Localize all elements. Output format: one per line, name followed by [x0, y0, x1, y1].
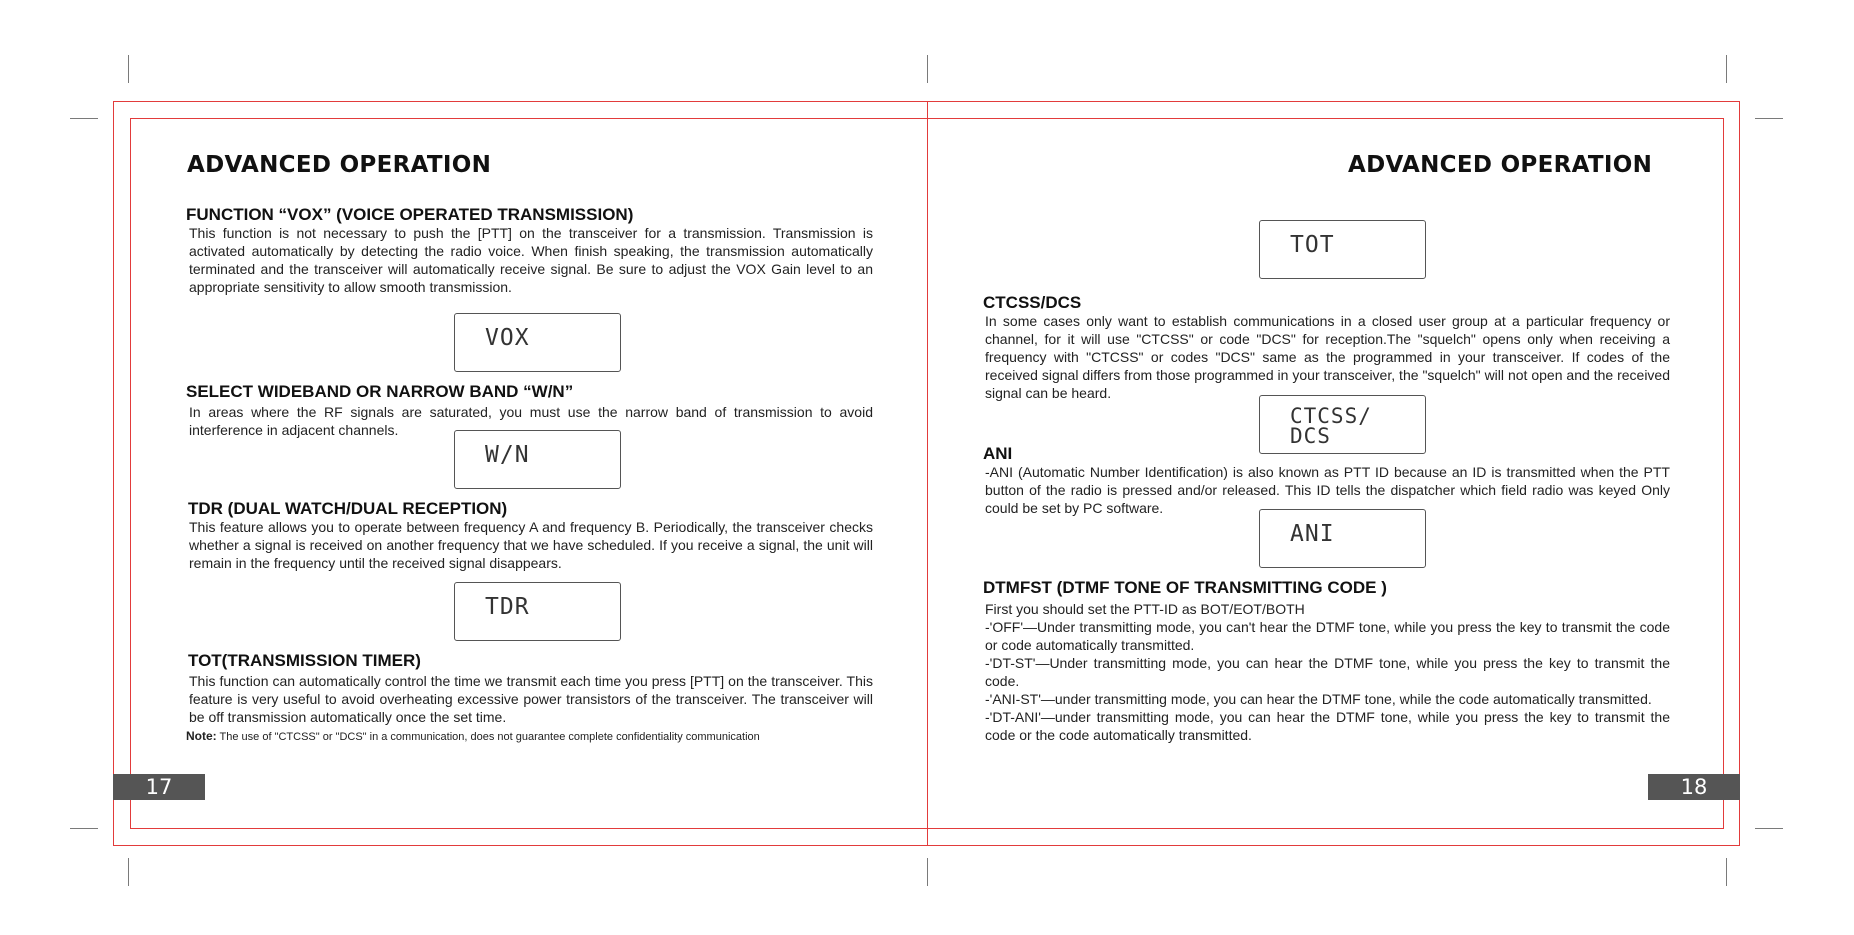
- wn-heading: SELECT WIDEBAND OR NARROW BAND “W/N”: [186, 382, 574, 401]
- left-page-number: 17: [113, 774, 205, 800]
- vox-display: VOX: [454, 313, 621, 372]
- vox-heading: FUNCTION “VOX” (VOICE OPERATED TRANSMISSION): [186, 205, 634, 224]
- ani-heading: ANI: [983, 444, 1013, 463]
- crop-mark-bottom-right: [1726, 858, 1727, 886]
- crop-mark-left-bottom: [70, 828, 98, 829]
- crop-mark-top-right: [1726, 55, 1727, 83]
- left-page-title: ADVANCED OPERATION: [187, 152, 492, 178]
- crop-mark-right-top: [1755, 118, 1783, 119]
- dtmfst-list: [985, 600, 1670, 744]
- ani-text: -ANI (Automatic Number Identification) is also known as PTT ID because an ID is transmitted when the PTT button of the radio is pressed and/or released. This ID tells the dispatcher which field radio was keyed Only could be set by PC software.: [985, 464, 1670, 516]
- note-label: Note:: [186, 729, 217, 743]
- ctcss-display: [1259, 395, 1426, 454]
- right-page-title: ADVANCED OPERATION: [1348, 152, 1653, 178]
- tdr-display: TDR: [454, 582, 621, 641]
- wn-display: W/N: [454, 430, 621, 489]
- tot-display: TOT: [1259, 220, 1426, 279]
- ctcss-display-line1: CTCSS/: [1290, 404, 1372, 428]
- dtmfst-item-off: -'OFF'—Under transmitting mode, you can't hear the DTMF tone, while you press the key to transmit the code or code automatically transmitted.: [985, 619, 1670, 653]
- tot-text: This function can automatically control the time we transmit each time you press [PTT] on the transceiver. This feature is very useful to avoid overheating excessive power transistors of the transceiver. The transceiver will be off transmission automatically once the set time.: [189, 673, 873, 725]
- vox-text: This function is not necessary to push the [PTT] on the transceiver for a transmission. Transmission is activated automatically by detecting the radio voice. When finish speaking, the transmission automatically terminated and the transceiver will automatically receive signal. Be sure to adjust the VOX Gain level to an appropriate sensitivity to allow smooth transmission.: [189, 225, 873, 295]
- dtmfst-heading: DTMFST (DTMF TONE OF TRANSMITTING CODE ): [983, 578, 1387, 597]
- crop-mark-top-center: [927, 55, 928, 83]
- crop-mark-bottom-center: [927, 858, 928, 886]
- right-page-number: 18: [1648, 774, 1740, 800]
- crop-mark-top-left: [128, 55, 129, 83]
- ctcss-text: In some cases only want to establish communications in a closed user group at a particular frequency or channel, for it will use "CTCSS" or code "DCS" for reception.The "squelch" opens only when receiving a frequency with "CTCSS" or codes "DCS" same as the programmed in your transceiver. If codes of the received signal differs from those programmed in your transceiver, the "squelch" will not open and the received signal can be heard.: [985, 313, 1670, 401]
- tdr-text: This feature allows you to operate between frequency A and frequency B. Periodically, the transceiver checks whether a signal is received on another frequency that we have scheduled. If you receive a signal, the unit will remain in the frequency until the received signal disappears.: [189, 519, 873, 571]
- ctcss-heading: CTCSS/DCS: [983, 293, 1082, 312]
- tot-note: [186, 729, 886, 744]
- dtmfst-item-dt-st: -'DT-ST'—Under transmitting mode, you can hear the DTMF tone, while you press the key to transmit the code.: [985, 655, 1670, 689]
- ani-display: ANI: [1259, 509, 1426, 568]
- tdr-heading: TDR (DUAL WATCH/DUAL RECEPTION): [188, 499, 508, 518]
- ctcss-display-line2: DCS: [1290, 424, 1331, 448]
- wn-text: In areas where the RF signals are saturated, you must use the narrow band of transmission to avoid interference in adjacent channels.: [189, 404, 873, 438]
- dtmfst-item-dt-ani: -'DT-ANI'—under transmitting mode, you can hear the DTMF tone, while you press the key to transmit the code or the code automatically transmitted.: [985, 709, 1670, 743]
- note-text: The use of "CTCSS" or "DCS" in a communication, does not guarantee complete confidentiality communication: [219, 731, 760, 743]
- crop-mark-right-bottom: [1755, 828, 1783, 829]
- dtmfst-item-ani-st: -'ANI-ST'—under transmitting mode, you can hear the DTMF tone, while the code automatically transmitted.: [985, 691, 1652, 707]
- crop-mark-left-top: [70, 118, 98, 119]
- fold-line: [927, 101, 928, 846]
- tot-heading: TOT(TRANSMISSION TIMER): [188, 651, 421, 670]
- dtmfst-intro: First you should set the PTT-ID as BOT/EOT/BOTH: [985, 601, 1305, 617]
- crop-mark-bottom-left: [128, 858, 129, 886]
